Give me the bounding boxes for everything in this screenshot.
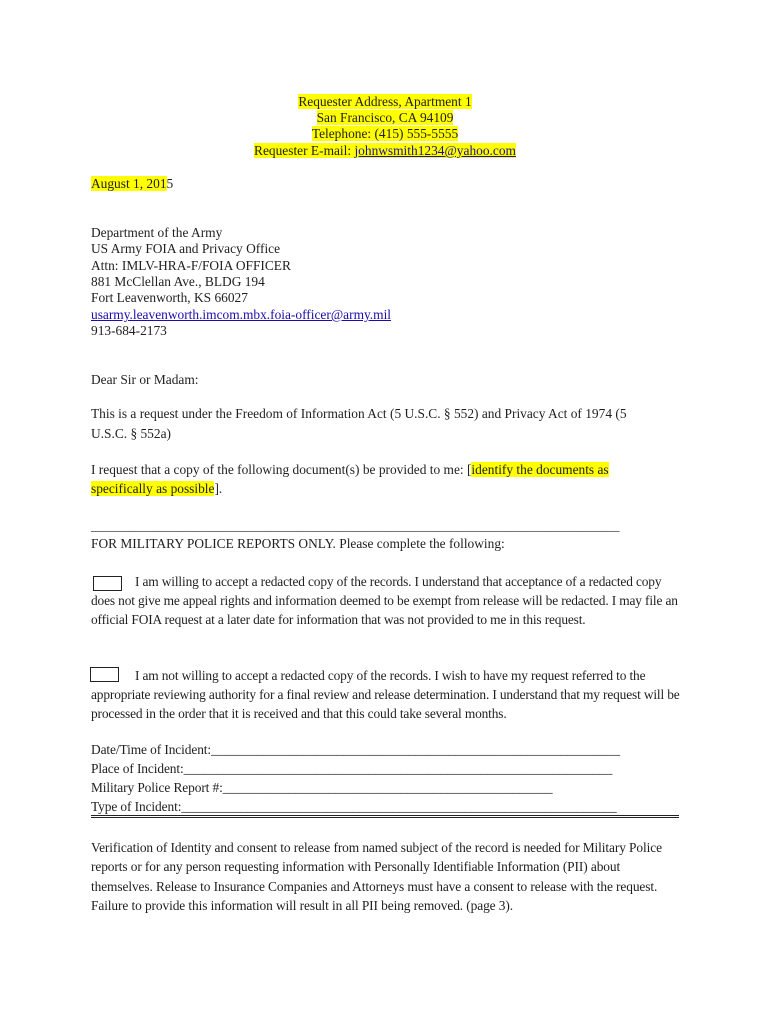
letter-date: August 1, 2015 (91, 176, 174, 191)
section-separator: _____________________________________________________________________________________ (91, 519, 620, 533)
requester-email-line (0, 143, 770, 159)
not-willing-redacted-text: I am not willing to accept a redacted copy of the records. I wish to have my request referred to the appropriate reviewing authority for a final review and release determination. I understand that my request will be processed in the order that it is received and that this could take several months. (91, 668, 680, 721)
incident-type-field[interactable]: Type of Incident:__________________________________________________________________ (91, 799, 617, 814)
section-bottom-rule (91, 815, 679, 818)
police-report-number-field[interactable]: Military Police Report #:__________________________________________________ (91, 780, 553, 795)
recipient-email-link[interactable]: usarmy.leavenworth.imcom.mbx.foia-officer@army.mil (91, 307, 392, 322)
requester-email-label: Requester E-mail: (254, 143, 355, 158)
verification-paragraph: Verification of Identity and consent to release from named subject of the record is needed for Military Police reports or for any person requesting information with Personally Identifiable Information (PII) about themselves. Release to Insurance Companies and Attorneys must have a consent to release with the request. Failure to provide this information will result in all PII being removed. (page 3). (91, 840, 662, 913)
recipient-attention: Attn: IMLV-HRA-F/FOIA OFFICER (91, 258, 291, 273)
recipient-phone: 913-684-2173 (91, 323, 167, 338)
request-placeholder[interactable]: identify the documents as specifically as possible (91, 462, 609, 496)
request-suffix: ]. (214, 481, 223, 496)
incident-date-time-field[interactable]: Date/Time of Incident:______________________________________________________________ (91, 742, 620, 757)
request-paragraph (91, 460, 651, 498)
requester-city-line: San Francisco, CA 94109 (316, 110, 454, 125)
request-prefix: I request that a copy of the following document(s) be provided to me: [ (91, 462, 472, 477)
intro-paragraph: This is a request under the Freedom of Information Act (5 U.S.C. § 552) and Privacy Act of 1974 (5 U.S.C. § 552a) (91, 406, 627, 441)
recipient-department: Department of the Army (91, 225, 223, 240)
salutation: Dear Sir or Madam: (91, 372, 199, 387)
recipient-street: 881 McClellan Ave., BLDG 194 (91, 274, 265, 289)
military-heading: FOR MILITARY POLICE REPORTS ONLY. Please complete the following: (91, 536, 505, 551)
recipient-city: Fort Leavenworth, KS 66027 (91, 290, 248, 305)
requester-email-link[interactable]: johnwsmith1234@yahoo.com (354, 143, 516, 158)
recipient-office: US Army FOIA and Privacy Office (91, 241, 281, 256)
requester-address-line: Requester Address, Apartment 1 (298, 94, 472, 109)
incident-place-field[interactable]: Place of Incident:_________________________________________________________________ (91, 761, 613, 776)
requester-telephone-line: Telephone: (415) 555-5555 (311, 126, 459, 141)
willing-redacted-text: I am willing to accept a redacted copy of the records. I understand that acceptance of a redacted copy does not give me appeal rights and information deemed to be exempt from release will be redacted. I may file an official FOIA request at a later date for information that was not provided to me in this request. (91, 574, 678, 627)
